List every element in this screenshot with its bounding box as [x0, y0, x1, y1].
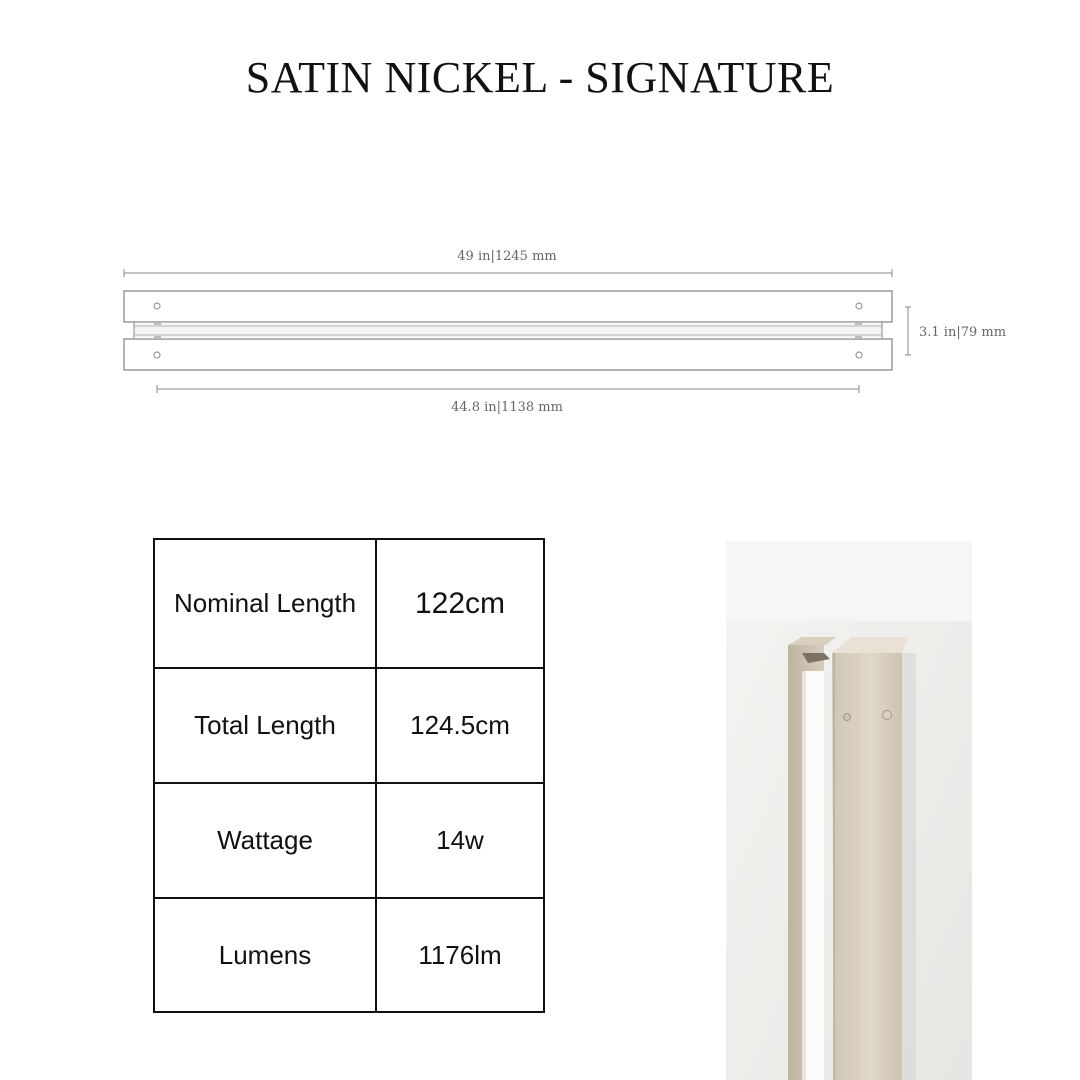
spec-row [154, 539, 544, 668]
spec-label: Total Length [154, 668, 376, 783]
spec-label: Wattage [154, 783, 376, 898]
dimension-drawing [0, 230, 1080, 430]
mount-width-label: 44.8 in|1138 mm [451, 400, 563, 415]
spec-row [154, 898, 544, 1012]
fixture-front-view [124, 291, 892, 370]
spec-row [154, 783, 544, 898]
spec-value: 122cm [376, 539, 544, 668]
fixture-front-plate [832, 637, 908, 1080]
spec-label: Lumens [154, 898, 376, 1012]
product-photo [726, 541, 972, 1080]
spec-value: 124.5cm [376, 668, 544, 783]
spec-row [154, 668, 544, 783]
height-dimension [905, 307, 1006, 355]
height-label: 3.1 in|79 mm [919, 325, 1007, 340]
overall-width-label: 49 in|1245 mm [457, 249, 557, 264]
spec-value: 14w [376, 783, 544, 898]
mount-width-dimension [157, 385, 859, 415]
spec-value: 1176lm [376, 898, 544, 1012]
photo-screw [883, 711, 892, 720]
page-title: SATIN NICKEL - SIGNATURE [245, 53, 835, 102]
spec-table [153, 538, 545, 1013]
overall-width-dimension [124, 249, 892, 277]
spec-label: Nominal Length [154, 539, 376, 668]
photo-screw [844, 714, 851, 721]
